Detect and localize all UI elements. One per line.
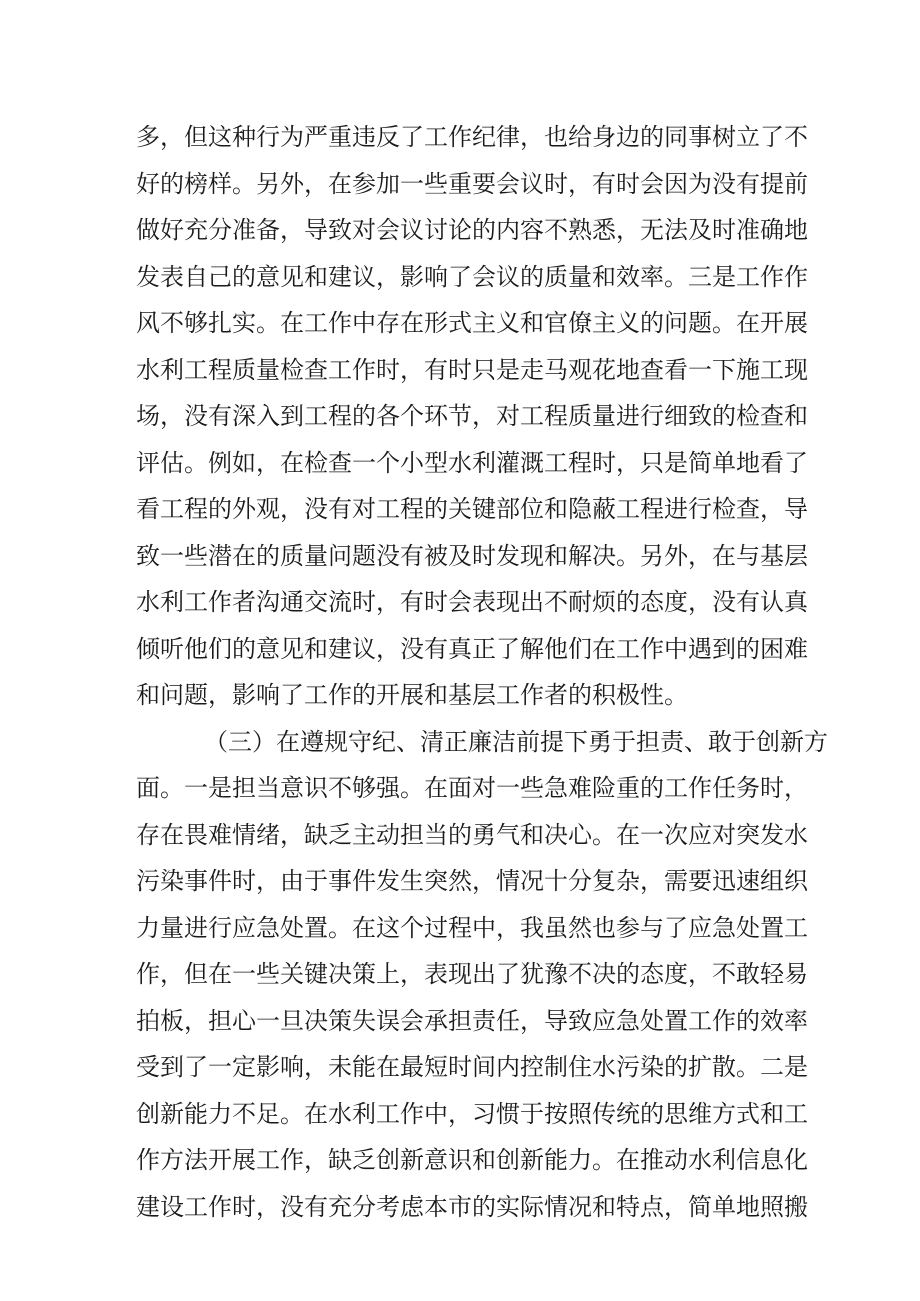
text-line: 倾听他们的意见和建议，没有真正了解他们在工作中遇到的困难 [136,634,808,663]
section-heading-line: （三）在遵规守纪、清正廉洁前提下勇于担责、敢于创新方 [204,727,828,756]
text-line: 做好充分准备，导致对会议讨论的内容不熟悉，无法及时准确地 [136,216,808,244]
text-line: 风不够扎实。在工作中存在形式主义和官僚主义的问题。在开展 [136,309,808,337]
text-line: 面。一是担当意识不够强。在面对一些急难险重的工作任务时， [136,774,808,802]
text-line: 好的榜样。另外，在参加一些重要会议时，有时会因为没有提前 [136,169,808,198]
paragraph-responsibility-innovation [136,719,828,1231]
text-line: 场，没有深入到工程的各个环节，对工程质量进行细致的检查和 [136,402,808,430]
text-line: 作，但在一些关键决策上，表现出了犹豫不决的态度，不敢轻易 [136,960,808,988]
text-line: 力量进行应急处置。在这个过程中，我虽然也参与了应急处置工 [136,913,808,942]
text-line: 和问题，影响了工作的开展和基层工作者的积极性。 [136,681,688,709]
text-line: 建设工作时，没有充分考虑本市的实际情况和特点，简单地照搬 [136,1192,808,1221]
text-line: 致一些潜在的质量问题没有被及时发现和解决。另外，在与基层 [136,541,808,570]
text-line: 拍板，担心一旦决策失误会承担责任，导致应急处置工作的效率 [136,1006,808,1035]
text-line: 受到了一定影响，未能在最短时间内控制住水污染的扩散。二是 [136,1053,808,1081]
paragraph-work-style [136,114,808,719]
text-line: 污染事件时，由于事件发生突然，情况十分复杂，需要迅速组织 [136,867,808,895]
text-line: 水利工程质量检查工作时，有时只是走马观花地查看一下施工现 [136,355,808,384]
text-line: 创新能力不足。在水利工作中，习惯于按照传统的思维方式和工 [136,1099,808,1128]
document-body [136,114,828,1230]
text-line: 存在畏难情绪，缺乏主动担当的勇气和决心。在一次应对突发水 [136,820,808,849]
text-line: 评估。例如，在检查一个小型水利灌溉工程时，只是简单地看了 [136,448,808,477]
text-line: 看工程的外观，没有对工程的关键部位和隐蔽工程进行检查，导 [136,495,808,523]
text-line: 作方法开展工作，缺乏创新意识和创新能力。在推动水利信息化 [136,1146,808,1174]
text-line: 多，但这种行为严重违反了工作纪律，也给身边的同事树立了不 [136,123,808,151]
text-line: 发表自己的意见和建议，影响了会议的质量和效率。三是工作作 [136,262,808,291]
text-line: 水利工作者沟通交流时，有时会表现出不耐烦的态度，没有认真 [136,588,808,616]
